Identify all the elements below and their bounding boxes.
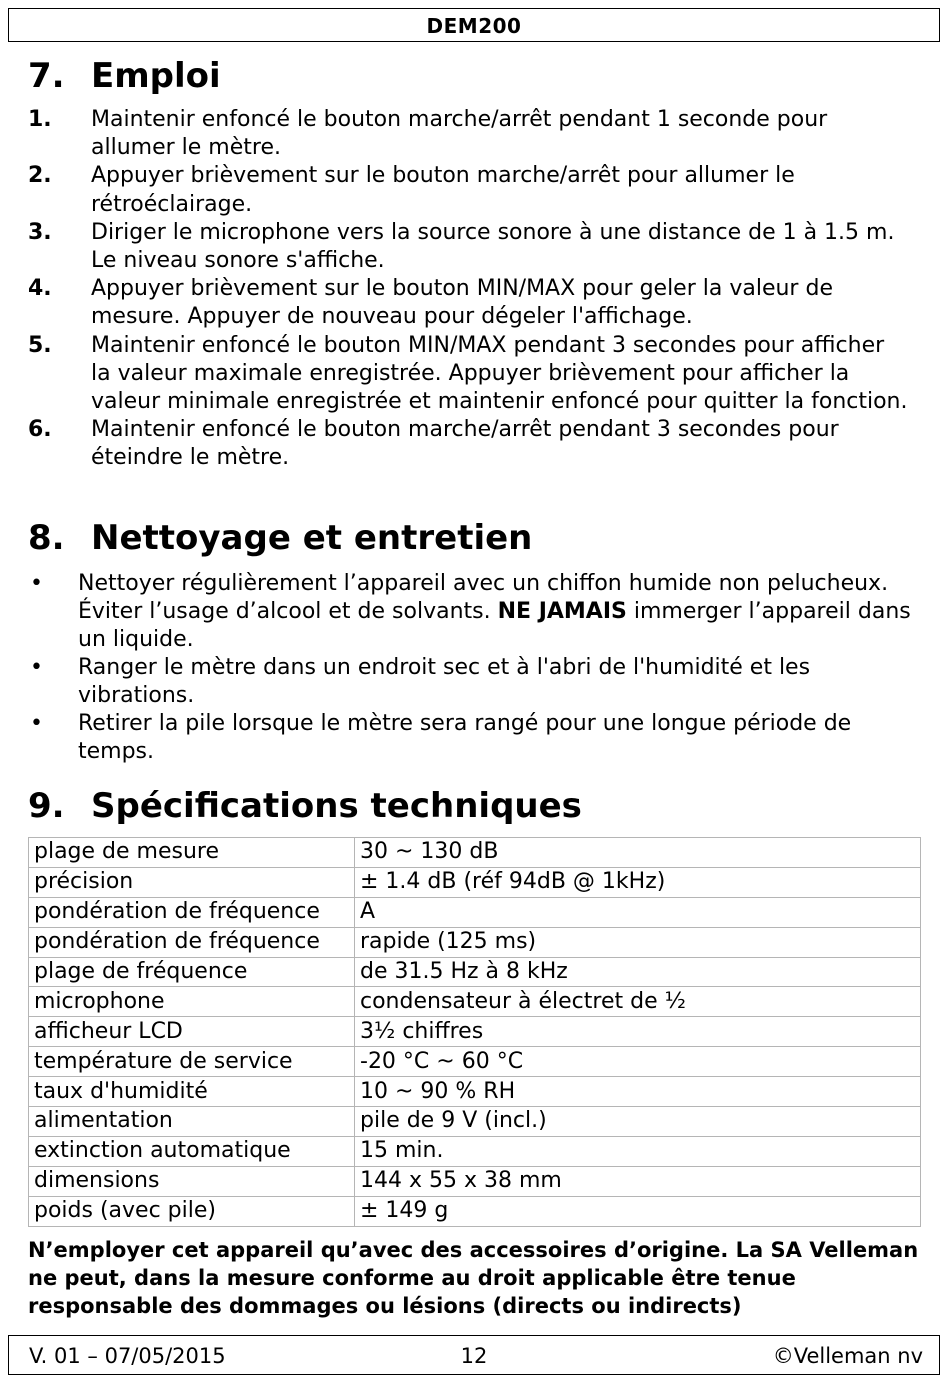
spec-value: -20 °C ~ 60 °C bbox=[355, 1047, 921, 1077]
spec-value: 3½ chiffres bbox=[355, 1017, 921, 1047]
spec-value: de 31.5 Hz à 8 kHz bbox=[355, 957, 921, 987]
table-row bbox=[29, 1077, 921, 1107]
bullet-text: Retirer la pile lorsque le mètre sera rangé pour une longue période de temps. bbox=[78, 711, 852, 764]
cleaning-bullet-list bbox=[28, 570, 918, 766]
table-row bbox=[29, 1107, 921, 1137]
spec-value: 144 x 55 x 38 mm bbox=[355, 1166, 921, 1196]
spec-label: pondération de fréquence bbox=[29, 897, 355, 927]
table-row bbox=[29, 1017, 921, 1047]
table-row bbox=[29, 838, 921, 868]
spec-label: alimentation bbox=[29, 1107, 355, 1137]
document-title: DEM200 bbox=[426, 14, 522, 38]
spec-value: ± 149 g bbox=[355, 1196, 921, 1226]
step-number: 3. bbox=[28, 219, 52, 245]
page-number: 12 bbox=[460, 1344, 488, 1368]
spec-value: 15 min. bbox=[355, 1136, 921, 1166]
bullet-icon: • bbox=[30, 571, 43, 596]
page-header bbox=[8, 8, 940, 42]
section-title-specs bbox=[28, 786, 582, 826]
table-row bbox=[29, 1047, 921, 1077]
bullet-text: immerger l’appareil dans un liquide. bbox=[78, 599, 911, 652]
spec-label: afficheur LCD bbox=[29, 1017, 355, 1047]
bullet-icon: • bbox=[30, 711, 43, 736]
spec-value: ± 1.4 dB (réf 94dB @ 1kHz) bbox=[355, 867, 921, 897]
spec-value: 10 ~ 90 % RH bbox=[355, 1077, 921, 1107]
section-number: 7. bbox=[28, 56, 65, 96]
specifications-table bbox=[28, 837, 921, 1227]
table-row bbox=[29, 1136, 921, 1166]
table-row bbox=[29, 1196, 921, 1226]
version-date: V. 01 – 07/05/2015 bbox=[29, 1344, 226, 1368]
spec-label: extinction automatique bbox=[29, 1136, 355, 1166]
table-row bbox=[29, 957, 921, 987]
usage-steps-list bbox=[28, 106, 908, 473]
bullet-bold-text: NE JAMAIS bbox=[497, 599, 627, 624]
list-item bbox=[28, 219, 908, 275]
spec-label: plage de mesure bbox=[29, 838, 355, 868]
bullet-text: Nettoyer régulièrement l’appareil avec un chiffon humide non pelucheux. Éviter l’usage d’alcool et de solvants. bbox=[78, 571, 889, 624]
step-text: Appuyer brièvement sur le bouton marche/arrêt pour allumer le rétroéclairage. bbox=[91, 163, 795, 217]
list-item bbox=[28, 570, 918, 654]
table-row bbox=[29, 1166, 921, 1196]
list-item bbox=[28, 106, 908, 162]
list-item bbox=[28, 275, 908, 331]
section-title-use bbox=[28, 56, 221, 96]
step-text: Maintenir enfoncé le bouton marche/arrêt pendant 1 seconde pour allumer le mètre. bbox=[91, 107, 828, 161]
section-title-text: Emploi bbox=[91, 56, 221, 96]
spec-value: A bbox=[355, 897, 921, 927]
table-row bbox=[29, 987, 921, 1017]
spec-value: rapide (125 ms) bbox=[355, 927, 921, 957]
spec-label: précision bbox=[29, 867, 355, 897]
list-item bbox=[28, 654, 918, 710]
spec-value: pile de 9 V (incl.) bbox=[355, 1107, 921, 1137]
step-text: Appuyer brièvement sur le bouton MIN/MAX pour geler la valeur de mesure. Appuyer de nouveau pour dégeler l'affichage. bbox=[91, 276, 833, 330]
bullet-text: Ranger le mètre dans un endroit sec et à l'abri de l'humidité et les vibrations. bbox=[78, 655, 811, 708]
spec-value: 30 ~ 130 dB bbox=[355, 838, 921, 868]
list-item bbox=[28, 162, 908, 218]
spec-label: microphone bbox=[29, 987, 355, 1017]
step-number: 2. bbox=[28, 163, 52, 189]
section-title-text: Nettoyage et entretien bbox=[91, 518, 533, 558]
spec-value: condensateur à électret de ½ bbox=[355, 987, 921, 1017]
step-text: Maintenir enfoncé le bouton MIN/MAX pendant 3 secondes pour afficher la valeur maximale enregistrée. Appuyer brièvement pour afficher la valeur minimale enregistrée et maintenir enfoncé pour quitter la fonction. bbox=[91, 332, 908, 415]
section-number: 9. bbox=[28, 786, 65, 826]
step-number: 1. bbox=[28, 107, 52, 132]
copyright: ©Velleman nv bbox=[772, 1344, 923, 1368]
spec-label: poids (avec pile) bbox=[29, 1196, 355, 1226]
list-item bbox=[28, 416, 908, 472]
step-number: 5. bbox=[28, 332, 52, 358]
spec-label: taux d'humidité bbox=[29, 1077, 355, 1107]
step-text: Diriger le microphone vers la source sonore à une distance de 1 à 1.5 m. Le niveau sonore s'affiche. bbox=[91, 219, 895, 274]
legal-notice: N’employer cet appareil qu’avec des accessoires d’origine. La SA Velleman ne peut, dans la mesure conforme au droit applicable être tenue responsable des dommages ou lésions (directs ou indirects) bbox=[28, 1238, 919, 1318]
table-row bbox=[29, 897, 921, 927]
step-number: 6. bbox=[28, 417, 52, 443]
spec-label: température de service bbox=[29, 1047, 355, 1077]
list-item bbox=[28, 332, 908, 417]
section-title-text: Spécifications techniques bbox=[91, 786, 582, 826]
spec-label: dimensions bbox=[29, 1166, 355, 1196]
step-text: Maintenir enfoncé le bouton marche/arrêt pendant 3 secondes pour éteindre le mètre. bbox=[91, 417, 839, 471]
section-number: 8. bbox=[28, 518, 65, 558]
bullet-icon: • bbox=[30, 655, 43, 680]
table-row bbox=[29, 927, 921, 957]
page-footer bbox=[8, 1335, 940, 1375]
spec-label: pondération de fréquence bbox=[29, 927, 355, 957]
list-item bbox=[28, 710, 918, 766]
step-number: 4. bbox=[28, 276, 52, 302]
section-title-cleaning bbox=[28, 518, 532, 558]
table-row bbox=[29, 867, 921, 897]
spec-label: plage de fréquence bbox=[29, 957, 355, 987]
